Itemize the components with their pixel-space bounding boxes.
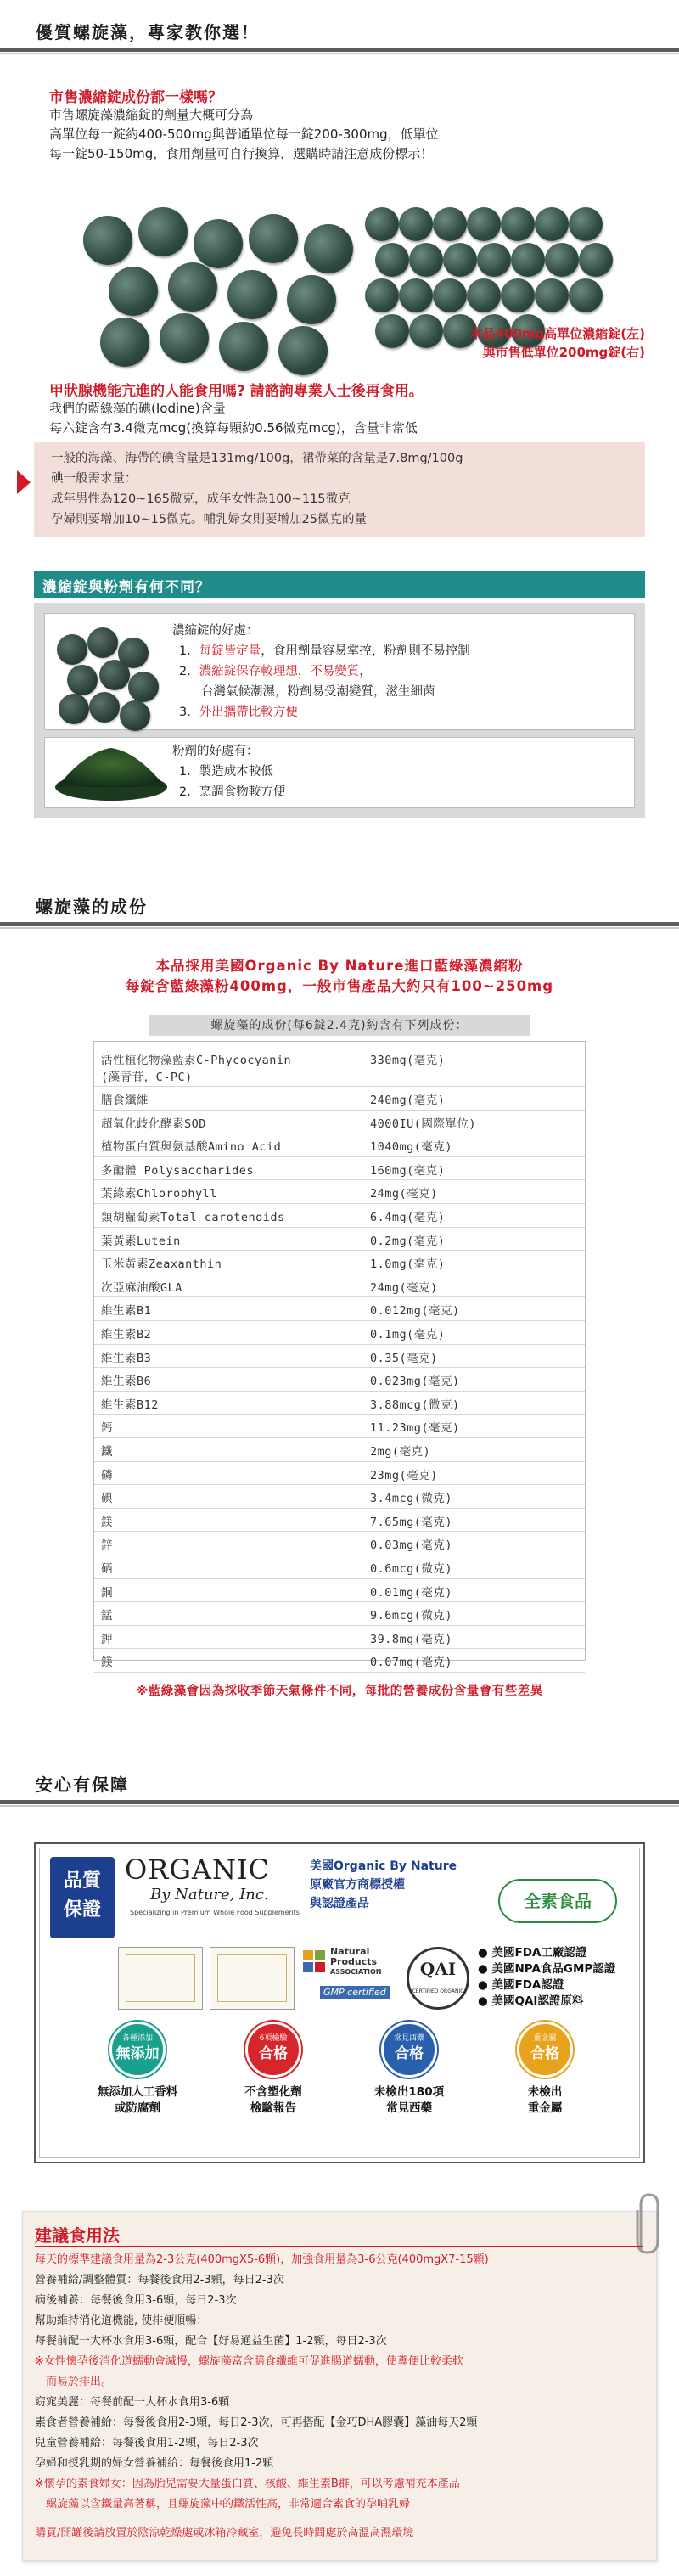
tablet	[67, 665, 98, 695]
section-header-quality	[0, 19, 679, 44]
organic-brand-logo	[125, 1853, 303, 1938]
tablet-200mg	[501, 278, 535, 312]
ingredient-row	[94, 1438, 585, 1461]
ingredient-value: 0.35(毫克)	[370, 1351, 438, 1365]
ingredients-table-header	[149, 1015, 530, 1036]
tablet-200mg	[467, 207, 501, 241]
ingredient-value: 0.6mcg(微克)	[370, 1562, 453, 1576]
brand-description	[310, 1857, 457, 1913]
q2-text	[49, 399, 418, 438]
tablet	[87, 627, 118, 658]
badge-main-text: 合格	[530, 2045, 559, 2062]
arrow-right-icon	[17, 470, 31, 494]
tablet-200mg	[477, 243, 511, 277]
compare-title: 濃縮錠與粉劑有何不同？	[42, 579, 210, 596]
npa-text	[330, 1947, 382, 1977]
ingredient-value: 24mg(毫克)	[370, 1280, 438, 1295]
section-title-guarantee: 安心有保障	[36, 1775, 129, 1795]
ingredient-name: 維生素B6	[101, 1375, 152, 1389]
tablet-200mg	[467, 278, 501, 312]
powder-image	[52, 745, 171, 802]
powder-benefits-box	[44, 737, 635, 808]
safety-badge-icon	[517, 2022, 573, 2078]
safety-icon-item	[210, 2022, 337, 2149]
badge-line: 保證	[63, 1899, 101, 1921]
ingredients-table-title: 螺旋藻的成份(每6錠2.4克)約含有下列成份：	[210, 1019, 469, 1032]
ingredient-row	[94, 1626, 585, 1649]
ingredient-value: 2mg(毫克)	[370, 1445, 431, 1459]
q1-line: 高單位每一錠約400-500mg與普通單位每一錠200-300mg，低單位	[49, 127, 439, 142]
npa-line: Products	[330, 1956, 378, 1967]
ingredient-name: 葉綠素Chlorophyll	[101, 1187, 217, 1201]
ingredient-name: 維生素B12	[101, 1398, 159, 1412]
tablet-200mg	[501, 207, 535, 241]
tablet	[89, 692, 120, 723]
ingredient-row	[94, 1579, 585, 1602]
brand-desc-line: 與認證產品	[310, 1897, 369, 1910]
ingredient-value: 0.2mg(毫克)	[370, 1234, 446, 1248]
cert-item: ● 美國FDA工廠認證	[478, 1946, 587, 1960]
section-title-quality: 優質螺旋藻，專家教你選！	[36, 22, 260, 42]
gmp-label: GMP certified	[320, 1986, 390, 1999]
ingredient-name: 維生素B2	[101, 1328, 152, 1341]
ingredient-value: 39.8mg(毫克)	[370, 1632, 453, 1646]
ingredient-name: 錳	[101, 1609, 113, 1623]
certificate-image-2	[210, 1947, 295, 2010]
usage-line: 螺旋藻以含鐵量高著稱，且螺旋藻中的鐵活性高，非常適合素食的孕哺乳婦	[35, 2498, 411, 2511]
ingredient-row	[94, 1047, 585, 1086]
badge-top-text: 重金屬	[533, 2034, 557, 2043]
ingredient-value: 0.03mg(毫克)	[370, 1538, 453, 1553]
cert-item: ● 美國FDA認證	[478, 1978, 564, 1992]
headline-line: 本品採用美國Organic By Nature進口藍綠藻濃縮粉	[155, 958, 524, 974]
ingredient-row	[94, 1532, 585, 1555]
ingredient-row	[94, 1509, 585, 1532]
q1-line: 每一錠50-150mg，食用劑量可自行換算，選購時請注意成份標示！	[49, 146, 434, 161]
ingredient-name: 銅	[101, 1585, 113, 1600]
ingredient-row	[94, 1345, 585, 1368]
badge-main-text: 無添加	[115, 2045, 160, 2062]
section-divider-light	[0, 1805, 679, 1807]
section-header-ingredients	[0, 893, 679, 919]
tablet-400mg	[287, 275, 336, 324]
usage-line: 營養補給/調整體質：每餐後食用2-3顆，每日2-3次	[35, 2274, 284, 2286]
ingredient-row	[94, 1180, 585, 1203]
tablet-benefits-title: 濃縮錠的好處：	[172, 624, 259, 638]
section-divider	[0, 48, 679, 52]
ingredient-value: 0.1mg(毫克)	[370, 1328, 446, 1341]
q1-title: 市售濃縮錠成份都一樣嗎？	[49, 89, 222, 106]
tablet-400mg	[278, 326, 328, 375]
usage-line: 素食者營養補給：每餐後食用2-3顆，每日2-3次，可再搭配【金巧DHA膠囊】藻油每天2顆	[35, 2416, 478, 2429]
iodine-info-box	[34, 442, 645, 537]
safety-caption: 未檢出 重金屬	[527, 2085, 563, 2115]
ingredient-name: 維生素B3	[101, 1351, 152, 1365]
ingredient-row	[94, 1274, 585, 1297]
ingredient-value: 1040mg(毫克)	[370, 1140, 453, 1155]
tablet	[99, 660, 130, 690]
tablet-benefit-item: 台灣氣候潮濕，粉劑易受潮變質，滋生細菌	[201, 685, 435, 699]
tablet-200mg	[579, 243, 613, 277]
safety-icon-item	[345, 2022, 473, 2149]
ingredient-name: 玉米黃素Zeaxanthin	[101, 1257, 222, 1272]
tablet-400mg	[100, 318, 149, 367]
tablet-benefit-item: 2．濃縮錠保存較理想，不易變質，	[179, 665, 372, 678]
ingredient-row	[94, 1297, 585, 1320]
tablet-200mg	[443, 243, 477, 277]
q1-text	[49, 105, 439, 164]
tablet-400mg	[219, 322, 268, 371]
brand-name: ORGANIC	[125, 1853, 271, 1886]
usage-line: 而易於排出。	[35, 2376, 113, 2388]
badge-top-text: 常見西藥	[393, 2034, 424, 2043]
qai-mark: QAI	[419, 1959, 457, 1979]
tablet-400mg	[83, 216, 132, 265]
ingredient-row	[94, 1157, 585, 1180]
tablet	[128, 672, 159, 702]
ingredient-name: 超氧化歧化酵素SOD	[101, 1116, 206, 1131]
ingredient-row	[94, 1602, 585, 1625]
tablet-400mg	[227, 270, 277, 319]
iodine-info-text	[51, 448, 463, 530]
ingredient-name: 鐵	[101, 1445, 113, 1459]
ingredient-row	[94, 1204, 585, 1227]
cert-item: ● 美國NPA食品GMP認證	[478, 1962, 616, 1976]
ingredient-row	[94, 1392, 585, 1415]
badge-main-text: 合格	[395, 2045, 424, 2062]
tablet-200mg	[545, 243, 579, 277]
ingredient-value: 240mg(毫克)	[370, 1094, 446, 1107]
ingredient-name: 碘	[101, 1492, 113, 1506]
powder-benefit-item: 2．烹調食物較方便	[179, 785, 286, 799]
tablet-400mg	[109, 267, 158, 316]
tablet-200mg	[569, 207, 603, 241]
section-divider	[0, 922, 679, 926]
section-divider	[0, 1800, 679, 1804]
certification-frame	[34, 1842, 645, 2163]
usage-recommendation-box	[22, 2211, 657, 2561]
usage-line: 購買/開罐後請放置於陰涼乾燥處或冰箱冷藏室，避免長時間處於高溫高濕環境	[35, 2527, 414, 2539]
ingredient-row	[94, 1649, 585, 1672]
brand-subname: By Nature, Inc.	[150, 1886, 269, 1904]
iodine-line: 一般的海藻、海帶的碘含量是131mg/100g，裙帶菜的含量是7.8mg/100g	[51, 452, 463, 465]
npa-line: Natural	[330, 1946, 370, 1957]
q2-line: 我們的藍綠藻的碘(Iodine)含量	[49, 401, 226, 416]
usage-line: 每餐前配一大杯水食用3-6顆，配合【好易通益生菌】1-2顆，每日2-3次	[35, 2335, 387, 2348]
q1-line: 市售螺旋藻濃縮錠的劑量大概可分為	[49, 107, 254, 122]
ingredient-value: 160mg(毫克)	[370, 1163, 446, 1178]
safety-icon-item	[481, 2022, 609, 2149]
tablet-200mg	[535, 207, 569, 241]
tablet-400mg	[194, 219, 243, 268]
ingredient-row	[94, 1555, 585, 1578]
section-divider-light	[0, 927, 679, 929]
ingredient-value: 0.023mg(毫克)	[370, 1375, 460, 1389]
tablet-400mg	[168, 262, 217, 312]
usage-line: ※懷孕的素食婦女：因為胎兒需要大量蛋白質、核酸、維生素B群，可以考慮補充本產品	[35, 2478, 460, 2490]
safety-caption: 不含塑化劑 檢驗報告	[244, 2085, 302, 2115]
tablet-400mg	[160, 313, 209, 363]
ingredient-row	[94, 1462, 585, 1485]
usage-title-underline	[35, 2246, 643, 2247]
usage-line: ※女性懷孕後消化道蠕動會減慢，螺旋藻富含膳食纖維可促進腸道蠕動，使糞便比較柔軟	[35, 2355, 463, 2368]
q2-line: 每六錠含有3.4微克mcg(換算每顆約0.56微克mcg)，含量非常低	[49, 420, 418, 436]
cert-item: ● 美國QAI認證原料	[478, 1994, 584, 2008]
ingredient-row	[94, 1415, 585, 1437]
usage-line: 幫助維持消化道機能, 使排便順暢：	[35, 2314, 208, 2327]
npa-icon	[303, 1950, 325, 1972]
quality-badge	[50, 1857, 115, 1938]
ingredient-name: 膳食纖維	[101, 1094, 149, 1107]
section-title-ingredients: 螺旋藻的成份	[36, 897, 148, 917]
ingredient-value: 3.88mcg(微克)	[370, 1398, 460, 1412]
tablet-caption	[365, 324, 645, 362]
tablet-400mg	[249, 214, 298, 263]
natural-products-logo	[303, 1947, 396, 2010]
ingredient-value: 0.07mg(毫克)	[370, 1656, 453, 1670]
certificate-image-1	[118, 1947, 203, 2010]
compare-header	[34, 571, 645, 598]
safety-icon-item	[74, 2022, 201, 2149]
usage-title: 建議食用法	[35, 2225, 120, 2246]
tablet-200mg	[409, 243, 443, 277]
ingredient-name: 鎂	[101, 1656, 113, 1670]
tablet-200mg	[433, 207, 467, 241]
tablet-200mg	[365, 278, 399, 312]
ingredient-name: 鋅	[101, 1538, 113, 1553]
ingredient-name: 多醣體 Polysaccharides	[101, 1163, 255, 1178]
safety-badge-icon	[245, 2022, 301, 2078]
ingredient-name: 鈣	[101, 1421, 113, 1436]
tablet	[57, 634, 87, 665]
tablet-200mg	[433, 278, 467, 312]
usage-line: 窈窕美麗：每餐前配一大杯水食用3-6顆	[35, 2396, 230, 2409]
ingredient-row	[94, 1087, 585, 1110]
iodine-line: 碘一般需求量：	[51, 472, 137, 486]
ingredient-row	[94, 1228, 585, 1251]
ingredient-name: 硒	[101, 1562, 113, 1576]
section-divider-light	[0, 53, 679, 54]
ingredient-value: 0.01mg(毫克)	[370, 1585, 453, 1600]
headline-line: 每錠含藍綠藻粉400mg，一般市售產品大約只有100~250mg	[125, 978, 554, 994]
tablet	[59, 694, 89, 724]
ingredient-value: 9.6mcg(微克)	[370, 1609, 453, 1623]
tablet-200mg	[375, 243, 409, 277]
ingredient-value: 330mg(毫克)	[370, 1054, 446, 1067]
row-divider	[94, 1672, 585, 1673]
ingredient-value: 24mg(毫克)	[370, 1187, 438, 1201]
ingredient-value: 1.0mg(毫克)	[370, 1257, 446, 1272]
safety-badge-icon	[381, 2022, 437, 2078]
ingredient-name: 葉黃素Lutein	[101, 1234, 181, 1248]
qai-text: CERTIFIED ORGANIC	[412, 1988, 464, 1994]
ingredient-row	[94, 1485, 585, 1508]
badge-line: 品質	[63, 1870, 101, 1892]
iodine-line: 成年男性為120~165微克，成年女性為100~115微克	[51, 492, 351, 506]
ingredient-name: 鎂	[101, 1515, 113, 1529]
tablet-400mg	[304, 224, 353, 273]
tablet-benefit-item: 3．外出攜帶比較方便	[179, 706, 298, 719]
brand-desc-line: 原廠官方商標授權	[310, 1878, 405, 1892]
powder-benefits-title: 粉劑的好處有：	[172, 745, 259, 758]
ingredient-row	[94, 1368, 585, 1391]
tablet	[120, 700, 150, 731]
ingredient-value: 7.65mg(毫克)	[370, 1515, 453, 1529]
safety-caption: 未檢出180項 常見西藥	[373, 2085, 445, 2115]
usage-line: 孕婦和授乳期的婦女營養補給：每餐後食用1-2顆	[35, 2457, 274, 2470]
ingredient-row	[94, 1321, 585, 1344]
ingredient-name: 磷	[101, 1468, 113, 1482]
tablets-image	[50, 622, 160, 723]
tablet-200mg	[511, 243, 545, 277]
ingredient-value: 23mg(毫克)	[370, 1468, 438, 1482]
powder-benefits-text	[172, 741, 285, 802]
ingredient-row	[94, 1133, 585, 1156]
usage-line: 每天的標準建議食用量為2-3公克(400mgX5-6顆)，加強食用量為3-6公克(400mgX7-15顆)	[35, 2253, 489, 2266]
tablet-200mg	[535, 278, 569, 312]
quality-badge-text	[50, 1857, 115, 1925]
badge-top-text: 6項檢驗	[259, 2034, 288, 2043]
iodine-line: 孕婦則要增加10~15微克。哺乳婦女則要增加25微克的量	[51, 513, 367, 526]
tablet-200mg	[399, 207, 433, 241]
tablet-benefits-text	[172, 621, 470, 723]
safety-caption: 無添加人工香料 或防腐劑	[97, 2085, 178, 2115]
paperclip-icon	[629, 2190, 663, 2258]
ingredient-value: 4000IU(國際單位)	[370, 1116, 477, 1131]
ingredient-value: 11.23mg(毫克)	[370, 1421, 460, 1436]
ingredient-value: 3.4mcg(微克)	[370, 1492, 453, 1506]
vegan-food-label: 全素食品	[498, 1879, 617, 1923]
ingredients-note: ※藍綠藻會因為採收季節天氣條件不同，每批的營養成份含量會有些差異	[136, 1685, 543, 1698]
tablet-400mg	[138, 207, 188, 256]
certification-inner	[39, 1848, 640, 2158]
badge-main-text: 合格	[259, 2045, 288, 2062]
caption-line: 本品400mg高單位濃縮錠(左)	[469, 326, 645, 341]
compare-panel	[34, 603, 645, 818]
ingredient-name: 植物蛋白質與氨基酸Amino Acid	[101, 1140, 282, 1155]
safety-badge-icon	[109, 2022, 166, 2078]
section-header-guarantee	[0, 1771, 679, 1797]
cert-list	[478, 1945, 615, 2010]
brand-tagline: Specializing in Premium Whole Food Supplements	[130, 1909, 300, 1916]
tablet-200mg	[399, 278, 433, 312]
tablet-benefits-box	[44, 613, 635, 730]
ingredient-value: 6.4mg(毫克)	[370, 1211, 446, 1224]
ingredients-table	[93, 1041, 586, 1670]
npa-line: ASSOCIATION	[330, 1968, 382, 1976]
ingredient-row	[94, 1111, 585, 1133]
qai-logo	[407, 1947, 469, 2010]
ingredient-name: 維生素B1	[101, 1304, 152, 1319]
ingredient-name: 類胡蘿蔔素Total carotenoids	[101, 1211, 285, 1224]
ingredient-name: 活性植化物藻藍素C-Phycocyanin (藻青苷，C-PC)	[101, 1054, 292, 1084]
usage-line: 病後補養：每餐後食用3-6顆，每日2-3次	[35, 2294, 237, 2307]
tablet-200mg	[365, 207, 399, 241]
tablet-benefit-item: 1．每錠皆定量，食用劑量容易掌控，粉劑則不易控制	[179, 644, 470, 658]
ingredient-name: 鉀	[101, 1632, 113, 1646]
q2-title: 甲狀腺機能亢進的人能食用嗎? 請諮詢專業人士後再食用。	[49, 383, 424, 400]
ingredients-headline	[0, 956, 679, 997]
brand-desc-line: 美國Organic By Nature	[310, 1859, 457, 1873]
usage-line: 兒童營養補給：每餐後食用1-2顆，每日2-3次	[35, 2437, 259, 2449]
ingredient-name: 次亞麻油酸GLA	[101, 1280, 182, 1295]
badge-top-text: 各種添加	[121, 2034, 153, 2043]
tablet-200mg	[569, 278, 603, 312]
powder-benefit-item: 1．製造成本較低	[179, 765, 273, 779]
ingredient-row	[94, 1251, 585, 1274]
caption-line: 與市售低單位200mg錠(右)	[482, 345, 645, 360]
ingredient-value: 0.012mg(毫克)	[370, 1304, 460, 1319]
